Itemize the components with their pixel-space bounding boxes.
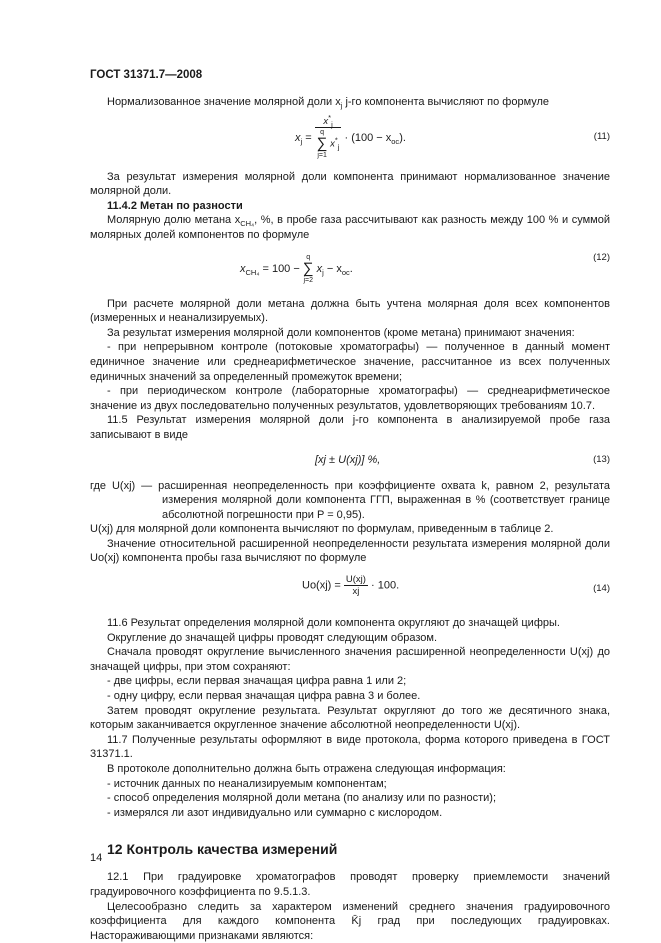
formula-14 — [90, 572, 610, 608]
formula-number: (11) — [593, 130, 610, 142]
paragraph: За результат измерения молярной доли компонентов (кроме метана) принимают значения: — [107, 326, 575, 339]
formula-number: (12) — [593, 251, 610, 263]
fraction-den: xj — [352, 586, 360, 598]
formula-tail: · 100. — [371, 579, 400, 592]
sum-upper: q — [320, 128, 325, 136]
formula-sub: CH₄ — [240, 219, 255, 229]
list-item: - две цифры, если первая значащая цифра равна 1 или 2; — [107, 675, 407, 688]
paragraph: За результат измерения молярной доли компонента принимают нормализованное значение молярной доли. — [90, 170, 610, 198]
sum-symbol: q ∑ j=1 — [316, 128, 328, 159]
list-item: - при непрерывном контроле (потоковые хроматографы) — полученное в данный момент единичное значение или среднеарифметическое значение, рассчитанное из всех полученных единичных значений за определенный промежуток времени; — [90, 341, 610, 383]
text: j — [340, 101, 343, 111]
list-item: - способ определения молярной доли метана (по анализу или по разности); — [107, 792, 497, 805]
sum-lower: j=1 — [317, 151, 327, 159]
formula-sub: ос — [341, 267, 350, 277]
formula-var: x — [240, 262, 246, 275]
formula-tail: − x — [326, 262, 342, 275]
list-item: - при периодическом контроле (лабораторные хроматографы) — среднеарифметическое значение из двух последовательно полученных результатов, удовлетворяющих требованиям 10.7. — [90, 385, 610, 412]
paragraph: 12.1 При градуировке хроматографов проводят проверку приемлемости значений градуировочного коэффициента по 9.5.1.3. — [90, 871, 610, 898]
formula-sup: * — [328, 112, 332, 122]
text: , %, в пробе газа рассчитывают как разность между 100 % и суммой молярных долей компонентов по формуле — [90, 214, 610, 241]
text: расширенная неопределенность при коэффициенте охвата k, равном 2, результата измерения молярной доли компонента ГГП, выраженная в % (соответствует границе абсолютной погрешности при P = 0,95). — [158, 479, 610, 521]
formula-sub: j — [322, 267, 324, 277]
formula-var: x — [295, 131, 301, 144]
list-item: - одну цифру, если первая значащая цифра равна 3 и более. — [107, 690, 421, 703]
formula-var: x — [330, 138, 335, 150]
text: где U(xj) — — [90, 479, 159, 492]
formula-eq: = — [305, 131, 312, 144]
paragraph — [90, 95, 610, 110]
list-item: - измерялся ли азот индивидуально или суммарно с кислородом. — [107, 806, 443, 819]
formula-tail: ). — [399, 131, 406, 144]
paragraph: U(xj) для молярной доли компонента вычисляют по формулам, приведенным в таблице 2. — [90, 523, 554, 536]
formula-number: (14) — [593, 583, 610, 595]
paragraph: При расчете молярной доли метана должна быть учтена молярная доля всех компонентов (измеренных и неанализируемых). — [90, 297, 610, 325]
paragraph: Целесообразно следить за характером изменений среднего значения градуировочного коэффициента для каждого компонента K̄j град при последующих градуировках. Настораживающими признаками являются: — [90, 900, 610, 942]
formula-expr: [xj ± U(xj)] %, — [315, 453, 381, 466]
formula-tail: . — [349, 262, 353, 275]
fraction-num: U(xj) — [345, 574, 366, 586]
paragraph: Сначала проводят округление вычисленного значения расширенной неопределенности U(xj) до значащей цифры, при этом сохраняют: — [90, 646, 610, 673]
formula-sub: CH₄ — [245, 267, 260, 277]
formula-var: x — [316, 262, 323, 275]
paragraph: В протоколе дополнительно должна быть отражена следующая информация: — [107, 763, 506, 775]
section-heading: 11.4.2 Метан по разности — [107, 199, 243, 212]
list-item: - источник данных по неанализируемым компонентам; — [107, 777, 387, 790]
paragraph: 11.6 Результат определения молярной доли компонента округляют до значащей цифры. — [107, 617, 560, 630]
formula-var: x — [323, 115, 329, 127]
section-title: 12 Контроль качества измерений — [107, 841, 338, 858]
text: Молярную долю метана x — [107, 214, 241, 227]
paragraph: Затем проводят округление результата. Результат округляют до того же десятичного знака, которым заканчивается округленное значение абсолютной неопределенности U(xj). — [90, 704, 610, 732]
formula-tail: · (100 − x — [344, 131, 392, 144]
paragraph: 11.7 Полученные результаты оформляют в виде протокола, форма которого приведена в ГОСТ 31371.1. — [90, 733, 610, 761]
paragraph: 11.5 Результат измерения молярной доли j-го компонента в анализируемой пробе газа записывают в виде — [90, 414, 610, 441]
text: j-го компонента вычисляют по формуле — [342, 96, 550, 108]
text: Нормализованное значение молярной доли x — [107, 96, 341, 108]
formula-sup: * — [334, 134, 338, 144]
paragraph — [90, 213, 610, 242]
formula-lhs: Uo(xj) = — [302, 579, 341, 592]
page-body — [90, 95, 610, 943]
definition — [90, 479, 610, 523]
sum-upper: q — [306, 253, 311, 261]
fraction — [344, 574, 368, 597]
formula-11 — [90, 112, 610, 162]
sum-symbol: q ∑ j=2 — [302, 253, 314, 284]
document-header: ГОСТ 31371.7—2008 — [90, 69, 203, 81]
formula-sub: ос — [391, 136, 400, 146]
formula-13 — [90, 449, 610, 471]
formula-eq: = 100 − — [262, 262, 300, 275]
paragraph: Значение относительной расширенной неопределенности результата измерения молярной доли Uo(xj) компонента пробы газа вычисляют по формуле — [90, 537, 610, 565]
paragraph: Округление до значащей цифры проводят следующим образом. — [107, 631, 438, 644]
page-number: 14 — [90, 852, 103, 864]
formula-sub: j — [337, 142, 340, 151]
formula-sub: j — [331, 119, 333, 129]
sum-lower: j=2 — [303, 276, 313, 284]
formula-12 — [90, 249, 610, 289]
formula-number: (13) — [593, 453, 610, 465]
formula-sub: j — [300, 136, 303, 146]
fraction — [315, 112, 342, 160]
